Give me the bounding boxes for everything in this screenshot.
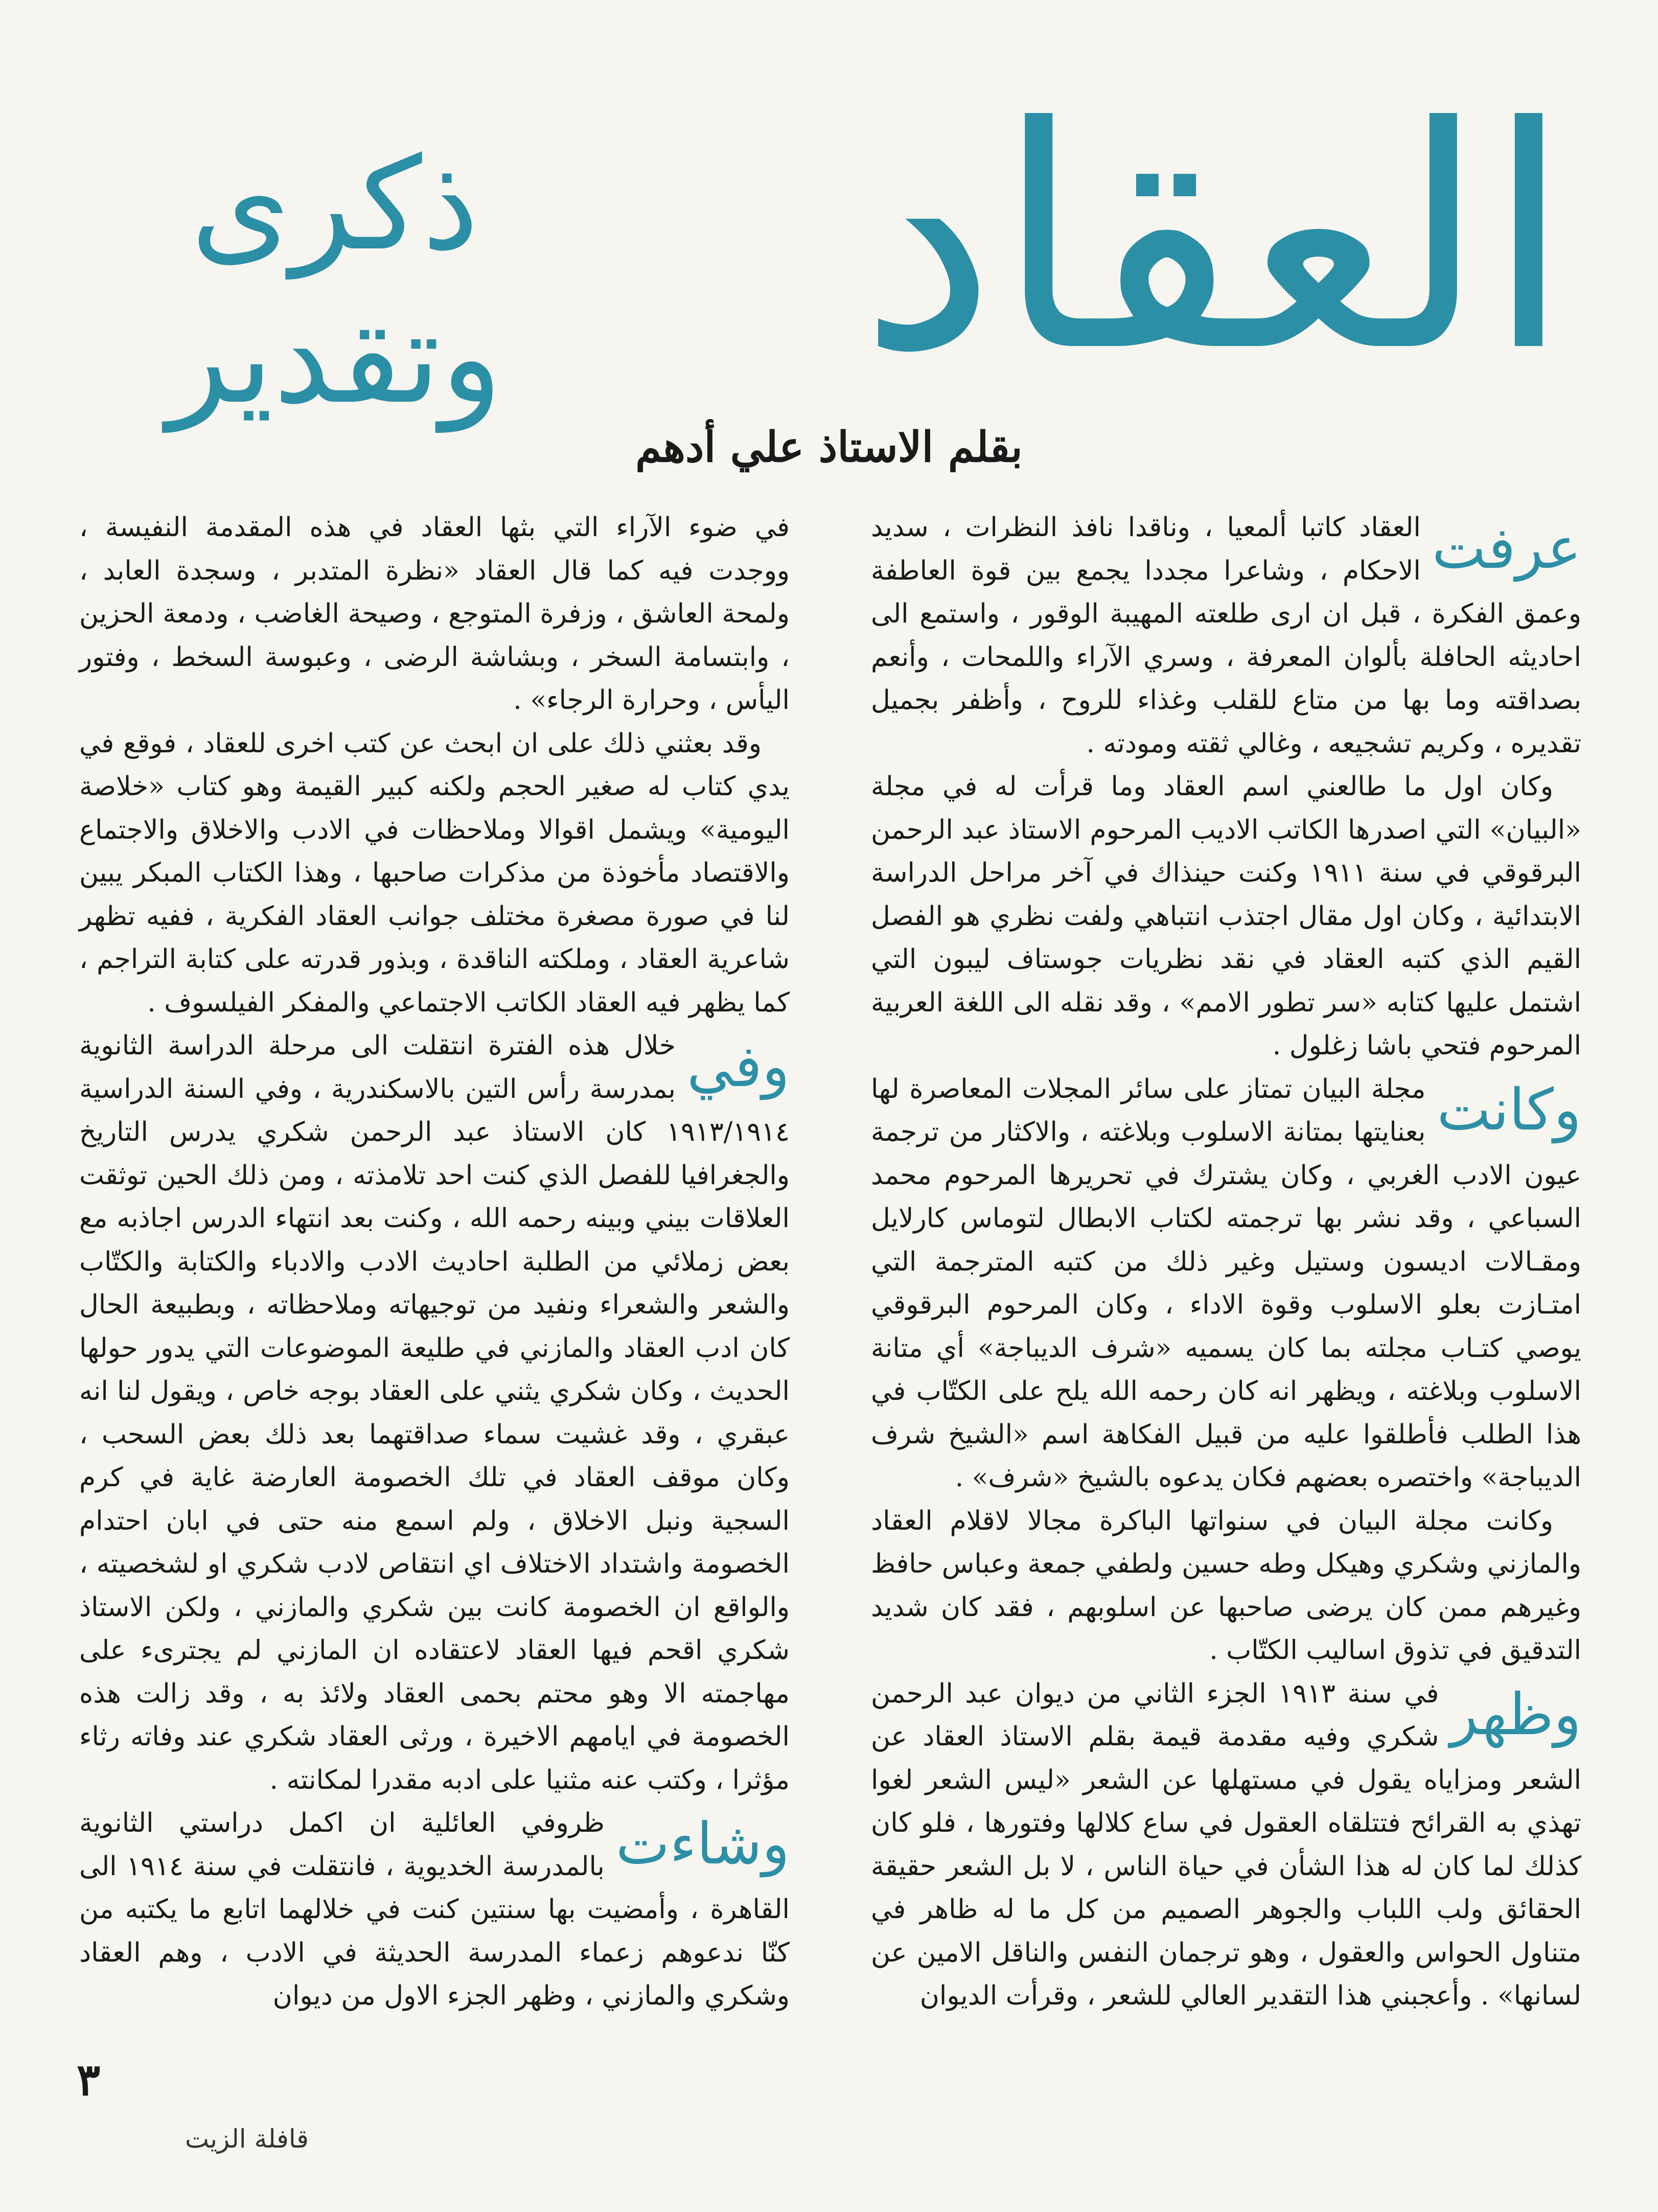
paragraph (79, 1024, 790, 1802)
paragraph-text: في سنة ١٩١٣ الجزء الثاني من ديوان عبد الرحمن شكري وفيه مقدمة قيمة بقلم الاستاذ العقاد عن الشعر ومزاياه يقول في مستهلها عن الشعر «ليس الشعر لغوا تهذي به القرائح فتتلقاه العقول في ساع كلالها وفتورها ، فلو كان كذلك لما كان له هذا الشأن في حياة الناس ، لا بل الشعر حقيقة الحقائق ولب اللباب والجوهر الصميم من كل ما له ظاهر في متناول الحواس والعقول ، وهو ترجمان النفس والناقل الامين عن لسانها» . وأعجبني هذا التقدير العالي للشعر ، وقرأت الديوان (871, 1678, 1582, 2011)
publication-name: قافلة الزيت (185, 2124, 309, 2154)
paragraph-text: مجلة البيان تمتاز على سائر المجلات المعاصرة لها بعنايتها بمتانة الاسلوب وبلاغته ، والاكثار من ترجمة عيون الادب الغربي ، وكان يشترك في تحريرها المرحوم محمد السباعي ، وقد نشر بها ترجمته لكتاب الابطال لتوماس كارلايل ومقـالات اديسون وستيل وغير ذلك من كتبه المترجمة التي امتـازت بعلو الاسلوب وقوة الاداء ، وكان المرحوم البرقوقي يوصي كتـاب مجلته بما كان يسميه «شرف الديباجة» أي متانة الاسلوب وبلاغته ، ويظهر انه كان رحمه الله يلح على الكتّاب في هذا الطلب فأطلقوا عليه من قبيل الفكاهة اسم «الشيخ شرف الديباجة» واختصره بعضهم فكان يدعوه بالشيخ «شرف» . (871, 1073, 1581, 1493)
drop-cap-word: وشاءت (615, 1811, 790, 1877)
page-number: ٣ (77, 2054, 101, 2106)
paragraph: وكانت مجلة البيان في سنواتها الباكرة مجالا لاقلام العقاد والمازني وشكري وهيكل وطه حسين ولطفي جمعة وعباس حافظ وغيرهم ممن كان يرضى صاحبها عن اسلوبهم ، فقد كان شديد التدقيق في تذوق اساليب الكتّاب . (871, 1505, 1581, 1666)
paragraph (871, 1672, 1581, 2018)
paragraph-text: ظروفي العائلية ان اكمل دراستي الثانوية بالمدرسة الخديوية ، فانتقلت في سنة ١٩١٤ الى القاهرة ، وأمضيت بها سنتين كنت في خلالهما اتابع ما يكتبه من كنّا ندعوهم زعماء المدرسة الحديثة في الادب ، وهم العقاد وشكري والمازني ، وظهر الجزء الاول من ديوان (79, 1808, 790, 2011)
paragraph (871, 506, 1581, 765)
text-column-right (871, 506, 1581, 2018)
paragraph (79, 1802, 790, 2018)
paragraph (871, 1068, 1581, 1500)
paragraph: وقد بعثني ذلك على ان ابحث عن كتب اخرى للعقاد ، فوقع في يدي كتاب له صغير الحجم ولكنه كبير القيمة وهو كتاب «خلاصة اليومية» ويشمل اقوالا وملاحظات في الادب والاخلاق والاجتماع والاقتصاد مأخوذة من مذكرات صاحبها ، وهذا الكتاب المبكر يبين لنا في صورة مصغرة مختلف جوانب العقاد الفكرية ، ففيه تظهر شاعرية العقاد ، وملكته الناقدة ، وبذور قدرته على كتابة التراجم ، كما يظهر فيه العقاد الكاتب الاجتماعي والمفكر الفيلسوف . (79, 728, 790, 1018)
article-header (0, 0, 1658, 432)
drop-cap-word: وفي (687, 1033, 790, 1100)
drop-cap-word: عرفت (1432, 515, 1581, 582)
paragraph-text: العقاد كاتبا ألمعيا ، وناقدا نافذ النظرات ، سديد الاحكام ، وشاعرا مجددا يجمع بين قوة العاطفة وعمق الفكرة ، قبل ان ارى طلعته المهيبة الوقور ، واستمع الى احاديثه الحافلة بألوان المعرفة ، وسري الآراء واللمحات ، وأنعم بصداقته وما بها من متاع للقلب وغذاء للروح ، وأظفر بجميل تقديره ، وكريم تشجيعه ، وغالي ثقته ومودته . (871, 512, 1581, 759)
drop-cap-word: وظهر (1450, 1681, 1581, 1748)
text-column-left (79, 506, 790, 2018)
paragraph: في ضوء الآراء التي بثها العقاد في هذه المقدمة النفيسة ، ووجدت فيه كما قال العقاد «نظرة المتدبر ، وسجدة العابد ، ولمحة العاشق ، وزفرة المتوجع ، وصيحة الغاضب ، ودمعة الحزين ، وابتسامة السخر ، وبشاشة الرضى ، وعبوسة السخط ، وفتور اليأس ، وحرارة الرجاء» . (79, 512, 790, 716)
article-subtitle (84, 128, 585, 434)
subtitle-line-1: ذكرى (191, 130, 479, 279)
subtitle-line-2: وتقدير (167, 283, 502, 432)
paragraph-text: خلال هذه الفترة انتقلت الى مرحلة الدراسة الثانوية بمدرسة رأس التين بالاسكندرية ، وفي السنة الدراسية ١٩١٣/١٩١٤ كان الاستاذ عبد الرحمن شكري يدرس التاريخ والجغرافيا للفصل الذي كنت احد تلامذته ، ومن ذلك الحين توثقت العلاقات بيني وبينه رحمه الله ، وكنت بعد انتهاء الدرس اجاذبه مع بعض زملائي من الطلبة احاديث الادب والادباء والكتابة والكتّاب والشعر والشعراء ونفيد من توجيهاته وملاحظاته ، وبطبيعة الحال كان ادب العقاد والمازني في طليعة الموضوعات التي يدور حولها الحديث ، وكان شكري يثني على العقاد بوجه خاص ، ويقول لنا انه عبقري ، وقد غشيت سماء صداقتهما بعد ذلك بعض السحب ، وكان موقف العقاد في تلك الخصومة العارضة غاية في كرم السجية ونبل الاخلاق ، ولم اسمع منه حتى في ابان احتدام الخصومة واشتداد الاختلاف اي انتقاص لادب شكري او لشخصيته ، والواقع ان الخصومة كانت بين شكري والمازني ، ولكن الاستاذ شكري اقحم فيها العقاد لاعتقاده ان المازني لم يجترىء على مهاجمته الا وهو محتم بحمى العقاد ولائذ به ، وقد زالت هذه الخصومة في ايامهم الاخيرة ، ورثى العقاد شكري عند وفاته رثاء مؤثرا ، وكتب عنه مثنيا على ادبه مقدرا لمكانته . (79, 1030, 790, 1795)
article-title: العقاد (859, 61, 1571, 419)
paragraph: وكان اول ما طالعني اسم العقاد وما قرأت له في مجلة «البيان» التي اصدرها الكاتب الاديب المرحوم الاستاذ عبد الرحمن البرقوقي في سنة ١٩١١ وكنت حينذاك في آخر مراحل الدراسة الابتدائية ، وكان اول مقال اجتذب انتباهي ولفت نظري هو الفصل القيم الذي كتبه العقاد في نقد نظريات جوستاف ليبون التي اشتمل عليها كتابه «سر تطور الامم» ، وقد نقله الى اللغة العربية المرحوم فتحي باشا زغلول . (871, 771, 1581, 1061)
author-byline: بقلم الاستاذ علي أدهم (635, 423, 1023, 472)
drop-cap-word: وكانت (1437, 1076, 1581, 1143)
